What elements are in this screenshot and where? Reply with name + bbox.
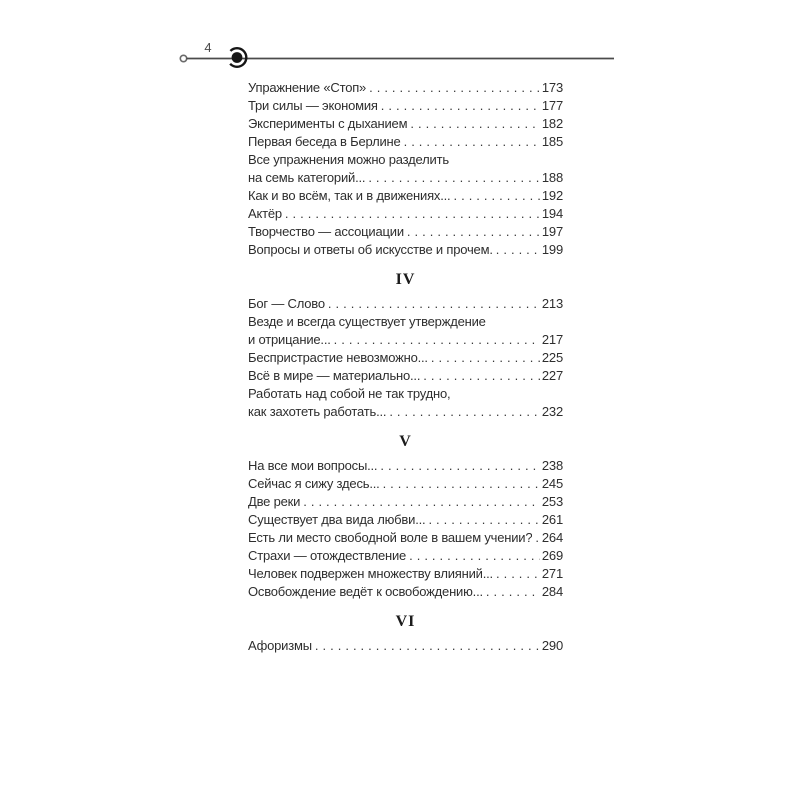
entry-title: Освобождение ведёт к освобождению... <box>248 584 483 599</box>
entry-page-number: 225 <box>541 350 563 365</box>
dot-leader <box>493 565 540 583</box>
entry-title: Человек подвержен множеству влияний... <box>248 566 493 581</box>
entry-title: Эксперименты с дыханием <box>248 116 408 131</box>
dot-leader <box>366 79 540 97</box>
entry-title: Бог — Слово <box>248 296 325 311</box>
entry-page-number: 173 <box>541 80 563 95</box>
entry-page-number: 264 <box>541 530 563 545</box>
page-number: 4 <box>204 40 212 55</box>
toc-entry <box>248 637 563 655</box>
entry-title: и отрицание... <box>248 332 331 347</box>
dot-leader <box>532 529 540 547</box>
toc-entry <box>248 223 563 241</box>
toc-section <box>248 433 563 601</box>
toc-entry <box>248 475 563 493</box>
toc-entry <box>248 331 563 349</box>
toc-entry <box>248 169 563 187</box>
entry-page-number: 269 <box>541 548 563 563</box>
entry-title-wrapped-line: Везде и всегда существует утверждение <box>248 314 486 329</box>
entry-page-number: 253 <box>541 494 563 509</box>
toc-section <box>248 613 563 655</box>
toc-entry <box>248 97 563 115</box>
toc-entry <box>248 241 563 259</box>
entry-title-wrapped-line: Работать над собой не так трудно, <box>248 386 451 401</box>
dot-leader <box>483 583 540 601</box>
entry-page-number: 197 <box>541 224 563 239</box>
dot-leader <box>493 241 540 259</box>
entry-title: Сейчас я сижу здесь... <box>248 476 380 491</box>
toc-entry <box>248 133 563 151</box>
entry-title: Три силы — экономия <box>248 98 378 113</box>
section-heading: VI <box>395 613 416 630</box>
entry-title: Первая беседа в Берлине <box>248 134 401 149</box>
dot-leader <box>420 367 540 385</box>
ornament-dot-icon <box>232 52 243 63</box>
toc-section <box>248 271 563 421</box>
toc-entry <box>248 547 563 565</box>
dot-leader <box>312 637 540 655</box>
entry-title: на семь категорий... <box>248 170 366 185</box>
entry-page-number: 192 <box>541 188 563 203</box>
toc-entry <box>248 457 563 475</box>
entry-title: Существует два вида любви... <box>248 512 426 527</box>
table-of-contents <box>248 79 563 655</box>
dot-leader <box>331 331 540 349</box>
entry-page-number: 217 <box>541 332 563 347</box>
entry-page-number: 271 <box>541 566 563 581</box>
rule-left-end-circle-icon <box>180 55 186 61</box>
entry-page-number: 182 <box>541 116 563 131</box>
entry-page-number: 185 <box>541 134 563 149</box>
dot-leader <box>404 223 540 241</box>
toc-entry <box>248 115 563 133</box>
toc-entry <box>248 583 563 601</box>
entry-page-number: 227 <box>541 368 563 383</box>
entry-title-wrapped-line: Все упражнения можно разделить <box>248 152 449 167</box>
toc-entry <box>248 187 563 205</box>
toc-entry <box>248 529 563 547</box>
entry-page-number: 245 <box>541 476 563 491</box>
entry-page-number: 261 <box>541 512 563 527</box>
dot-leader <box>380 475 540 493</box>
entry-title: Страхи — отождествление <box>248 548 407 563</box>
toc-entry <box>248 511 563 529</box>
dot-leader <box>407 115 540 133</box>
dot-leader <box>450 187 539 205</box>
dot-leader <box>401 133 540 151</box>
entry-page-number: 284 <box>541 584 563 599</box>
dot-leader <box>425 511 539 529</box>
entry-title: На все мои вопросы... <box>248 458 378 473</box>
entry-page-number: 232 <box>541 404 563 419</box>
dot-leader <box>378 97 540 115</box>
toc-section <box>248 79 563 259</box>
toc-entry <box>248 205 563 223</box>
entry-title: Вопросы и ответы об искусстве и прочем. <box>248 242 493 257</box>
dot-leader <box>365 169 540 187</box>
dot-leader <box>300 493 540 511</box>
entry-title: Есть ли место свободной воле в вашем учении? <box>248 530 533 545</box>
toc-entry <box>248 493 563 511</box>
entry-page-number: 194 <box>541 206 563 221</box>
entry-title: Упражнение «Стоп» <box>248 80 367 95</box>
toc-entry <box>248 403 563 421</box>
toc-entry <box>248 295 563 313</box>
entry-page-number: 290 <box>541 638 563 653</box>
entry-page-number: 177 <box>541 98 563 113</box>
dot-leader <box>406 547 540 565</box>
entry-title: Афоризмы <box>248 638 312 653</box>
dot-leader <box>428 349 540 367</box>
section-heading: IV <box>395 271 416 288</box>
entry-title: Беспристрастие невозможно... <box>248 350 428 365</box>
toc-entry <box>248 565 563 583</box>
dot-leader <box>377 457 540 475</box>
entry-title: как захотеть работать... <box>248 404 387 419</box>
entry-title: Всё в мире — материально... <box>248 368 421 383</box>
toc-entry <box>248 367 563 385</box>
section-heading: V <box>399 433 412 450</box>
entry-page-number: 199 <box>541 242 563 257</box>
entry-page-number: 238 <box>541 458 563 473</box>
dot-leader <box>282 205 540 223</box>
entry-title: Актёр <box>248 206 282 221</box>
toc-entry <box>248 349 563 367</box>
toc-entry <box>248 79 563 97</box>
entry-title: Две реки <box>248 494 301 509</box>
dot-leader <box>386 403 540 421</box>
entry-title: Как и во всём, так и в движениях... <box>248 188 451 203</box>
entry-page-number: 188 <box>541 170 563 185</box>
dot-leader <box>325 295 540 313</box>
page-header <box>0 0 800 72</box>
entry-page-number: 213 <box>541 296 563 311</box>
entry-title: Творчество — ассоциации <box>248 224 404 239</box>
